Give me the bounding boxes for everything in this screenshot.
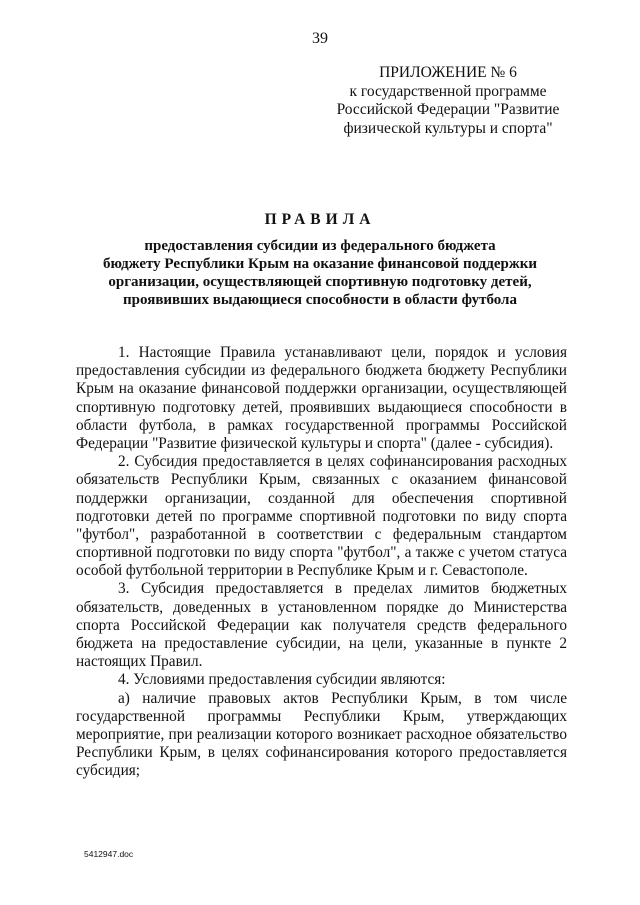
text-line: 1. Настоящие Правила устанавливают цели, порядок и условия <box>118 344 567 361</box>
appendix-line: Российской Федерации "Развитие <box>336 101 560 118</box>
document-body <box>76 344 567 781</box>
paragraph-1 <box>76 344 567 453</box>
rules-title: ПРАВИЛА <box>264 211 376 228</box>
text-line: спорта Российской Федерации как получателя средств федерального <box>76 616 567 634</box>
text-line: области футбола, в рамках государственной программы Российской <box>76 416 567 434</box>
text-line: особой футбольной территории в Республике Крым и г. Севастополе. <box>76 562 528 580</box>
page-number: 39 <box>312 30 328 47</box>
text-line: субсидия; <box>76 762 141 780</box>
text-line: 4. Условиями предоставления субсидии являются: <box>118 671 446 689</box>
text-line: Республики Крым, в целях софинансирования которого предоставляется <box>76 744 567 762</box>
text-line: обязательств, доведенных в установленном порядке до Министерства <box>76 598 567 616</box>
text-line: спортивной подготовки по виду спорта "футбол", а также с учетом статуса <box>76 544 567 562</box>
subtitle-line: бюджету Республики Крым на оказание финансовой поддержки <box>102 256 538 272</box>
text-line: "футбол", разработанной в соответствии с федеральным стандартом <box>76 525 567 543</box>
text-line: обязательств Республики Крым, связанных с оказанием финансовой <box>76 471 567 489</box>
paragraph-3 <box>76 580 567 671</box>
appendix-line: физической культуры и спорта" <box>343 119 553 137</box>
paragraph-2 <box>76 453 567 580</box>
document-file-code: 5412947.doc <box>84 849 134 859</box>
subtitle-line: предоставления субсидии из федерального бюджета <box>144 238 496 254</box>
appendix-header <box>328 64 568 138</box>
text-line: настоящих Правил. <box>76 653 203 671</box>
text-line: мероприятие, при реализации которого возникает расходное обязательство <box>76 725 567 743</box>
text-line: спортивную подготовку детей, проявивших выдающиеся способности в <box>76 398 567 416</box>
text-line: Крым на оказание финансовой поддержки организации, осуществляющей <box>76 380 567 398</box>
paragraph-4a <box>76 690 567 781</box>
subtitle-line: проявивших выдающиеся способности в области футбола <box>123 292 517 308</box>
text-line: государственной программы Республики Крым, утверждающих <box>76 707 567 725</box>
text-line: подготовки детей по программе спортивной подготовки по виду спорта <box>76 507 567 525</box>
appendix-line: к государственной программе <box>349 82 547 100</box>
appendix-line: ПРИЛОЖЕНИЕ № 6 <box>379 64 517 81</box>
rules-subtitle <box>70 237 570 309</box>
text-line: 3. Субсидия предоставляется в пределах лимитов бюджетных <box>118 580 567 598</box>
text-line: 2. Субсидия предоставляется в целях софинансирования расходных <box>118 453 567 471</box>
text-line: предоставления субсидии из федерального бюджета бюджету Республики <box>76 362 567 380</box>
paragraph-4 <box>76 671 567 689</box>
subtitle-line: организации, осуществляющей спортивную подготовку детей, <box>108 274 532 290</box>
text-line: поддержки организации, созданной для обеспечения спортивной <box>76 489 567 507</box>
text-line: бюджета на предоставление субсидии, на цели, указанные в пункте 2 <box>76 635 567 652</box>
text-line: Федерации "Развитие физической культуры и спорта" (далее - субсидия). <box>76 434 554 452</box>
text-line: а) наличие правовых актов Республики Крым, в том числе <box>118 689 567 707</box>
